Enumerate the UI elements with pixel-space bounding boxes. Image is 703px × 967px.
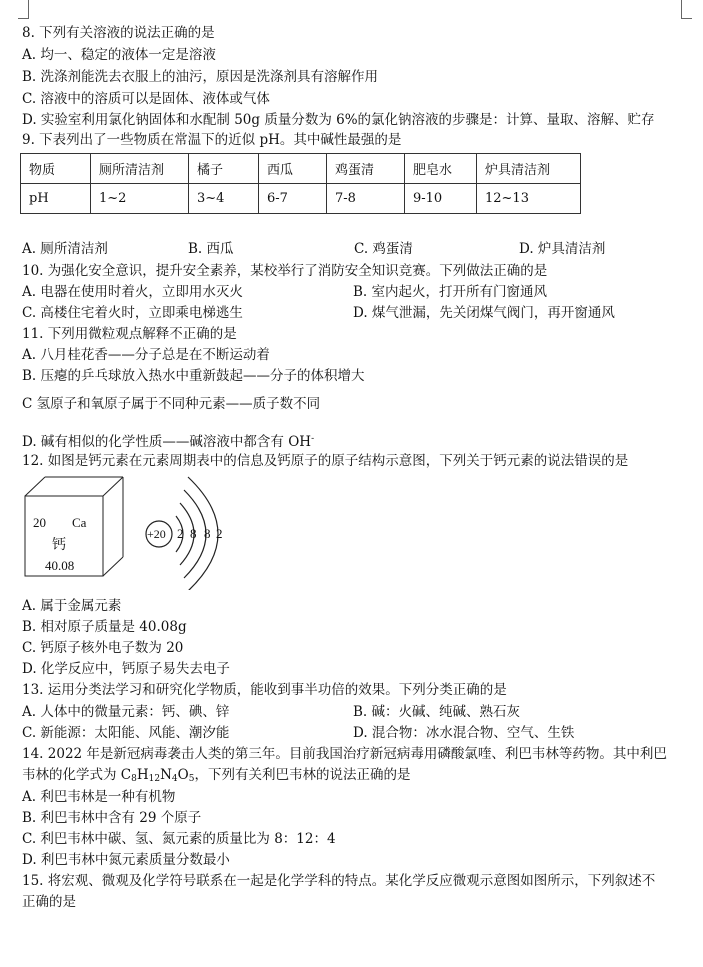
formula-element: H bbox=[136, 767, 149, 783]
atomic-mass: 40.08 bbox=[45, 558, 75, 573]
q11-stem: 11. 下列用微粒观点解释不正确的是 bbox=[22, 326, 237, 342]
q8-stem: 8. 下列有关溶液的说法正确的是 bbox=[22, 25, 215, 41]
q13-option-c: C. 新能源：太阳能、风能、潮汐能 bbox=[22, 725, 230, 741]
shell-electrons: 2 bbox=[177, 526, 184, 541]
q11-option-d bbox=[22, 430, 314, 451]
formula-subscript: 4 bbox=[171, 774, 178, 784]
q10-stem: 10. 为强化安全意识，提升安全素养，某校举行了消防安全知识竞赛。下列做法正确的是 bbox=[22, 263, 548, 279]
q10-option-d: D. 煤气泄漏，先关闭煤气阀门，再开窗通风 bbox=[353, 305, 615, 321]
atomic-number: 20 bbox=[33, 515, 46, 530]
q10-option-b: B. 室内起火，打开所有门窗通风 bbox=[353, 284, 548, 300]
formula-subscript: 5 bbox=[188, 774, 195, 784]
hydroxide-charge: - bbox=[311, 434, 315, 444]
ph-table-value-row bbox=[21, 184, 581, 214]
nuclear-charge: +20 bbox=[147, 527, 166, 541]
table-cell: 鸡蛋清 bbox=[327, 154, 405, 184]
formula-element: O bbox=[177, 767, 189, 783]
q10-option-c: C. 高楼住宅着火时，立即乘电梯逃生 bbox=[22, 305, 243, 321]
ph-table bbox=[20, 153, 581, 214]
q8-option-a: A. 均一、稳定的液体一定是溶液 bbox=[22, 47, 216, 63]
q9-stem: 9. 下表列出了一些物质在常温下的近似 pH。其中碱性最强的是 bbox=[22, 132, 402, 148]
formula-subscript: 12 bbox=[148, 774, 161, 784]
table-cell: 6-7 bbox=[259, 184, 327, 214]
q8-option-c: C. 溶液中的溶质可以是固体、液体或气体 bbox=[22, 91, 270, 107]
table-cell: 9-10 bbox=[405, 184, 477, 214]
table-cell: 西瓜 bbox=[259, 154, 327, 184]
q14-option-d: D. 利巴韦林中氮元素质量分数最小 bbox=[22, 852, 230, 868]
table-cell: 厕所清洁剂 bbox=[91, 154, 189, 184]
q13-option-a: A. 人体中的微量元素：钙、碘、锌 bbox=[22, 704, 230, 720]
table-cell: 7-8 bbox=[327, 184, 405, 214]
table-cell: pH bbox=[21, 184, 91, 214]
calcium-figure bbox=[18, 470, 258, 590]
ph-table-header-row bbox=[21, 154, 581, 184]
q15-stem-line-1: 15. 将宏观、微观及化学符号联系在一起是化学学科的特点。某化学反应微观示意图如图所示，下列叙述不 bbox=[22, 873, 656, 889]
q12-option-c: C. 钙原子核外电子数为 20 bbox=[22, 640, 184, 656]
q12-option-a: A. 属于金属元素 bbox=[22, 598, 122, 614]
q9-option-b: B. 西瓜 bbox=[188, 241, 234, 257]
shell-electrons: 8 bbox=[190, 526, 197, 541]
table-cell: 肥皂水 bbox=[405, 154, 477, 184]
q14-stem-line-1: 14. 2022 年是新冠病毒袭击人类的第三年。目前我国治疗新冠病毒用磷酸氯喹、利巴韦林等药物。其中利巴 bbox=[22, 746, 667, 762]
q12-stem: 12. 如图是钙元素在元素周期表中的信息及钙原子的原子结构示意图，下列关于钙元素的说法错误的是 bbox=[22, 453, 629, 469]
corner-mark-right bbox=[681, 0, 692, 19]
table-cell: 橘子 bbox=[189, 154, 259, 184]
q8-option-b: B. 洗涤剂能洗去衣服上的油污，原因是洗涤剂具有溶解作用 bbox=[22, 69, 379, 85]
table-cell: 3~4 bbox=[189, 184, 259, 214]
q14-option-c: C. 利巴韦林中碳、氢、氮元素的质量比为 8：12：4 bbox=[22, 831, 336, 847]
q15-stem-line-2: 正确的是 bbox=[22, 894, 76, 910]
q9-option-d: D. 炉具清洁剂 bbox=[519, 241, 606, 257]
q9-option-c: C. 鸡蛋清 bbox=[354, 241, 413, 257]
q13-option-d: D. 混合物：冰水混合物、空气、生铁 bbox=[353, 725, 575, 741]
element-symbol: Ca bbox=[72, 515, 87, 530]
table-cell: 物质 bbox=[21, 154, 91, 184]
q11-option-b: B. 压瘪的乒乓球放入热水中重新鼓起——分子的体积增大 bbox=[22, 368, 365, 384]
q14-option-a: A. 利巴韦林是一种有机物 bbox=[22, 789, 176, 805]
corner-mark-left bbox=[18, 0, 29, 19]
table-cell: 1~2 bbox=[91, 184, 189, 214]
table-cell: 12~13 bbox=[477, 184, 581, 214]
q9-option-a: A. 厕所清洁剂 bbox=[22, 241, 108, 257]
q14-stem-line-2 bbox=[22, 766, 410, 788]
q10-option-a: A. 电器在使用时着火，立即用水灭火 bbox=[22, 284, 243, 300]
q14-option-b: B. 利巴韦林中含有 29 个原子 bbox=[22, 810, 202, 826]
q12-option-b: B. 相对原子质量是 40.08g bbox=[22, 619, 187, 635]
element-name: 钙 bbox=[52, 537, 66, 553]
q11-option-a: A. 八月桂花香——分子总是在不断运动着 bbox=[22, 347, 270, 363]
q12-option-d: D. 化学反应中，钙原子易失去电子 bbox=[22, 661, 230, 677]
q14-stem-text: 韦林的化学式为 C bbox=[22, 767, 132, 783]
shell-electrons: 2 bbox=[216, 526, 223, 541]
q13-option-b: B. 碱：火碱、纯碱、熟石灰 bbox=[353, 704, 521, 720]
formula-subscript: 8 bbox=[131, 774, 137, 784]
q11-option-d-text: D. 碱有相似的化学性质——碱溶液中都含有 OH bbox=[22, 434, 312, 450]
q8-option-d: D. 实验室利用氯化钠固体和水配制 50g 质量分数为 6%的氯化钠溶液的步骤是：计算、量取、溶解、贮存 bbox=[22, 112, 655, 128]
shell-electrons: 8 bbox=[204, 526, 211, 541]
q11-option-c: C 氢原子和氧原子属于不同种元素——质子数不同 bbox=[22, 396, 321, 412]
formula-element: N bbox=[160, 767, 172, 783]
table-cell: 炉具清洁剂 bbox=[477, 154, 581, 184]
q14-stem-text: ，下列有关利巴韦林的说法正确的是 bbox=[194, 767, 411, 783]
q13-stem: 13. 运用分类法学习和研究化学物质，能收到事半功倍的效果。下列分类正确的是 bbox=[22, 682, 507, 698]
